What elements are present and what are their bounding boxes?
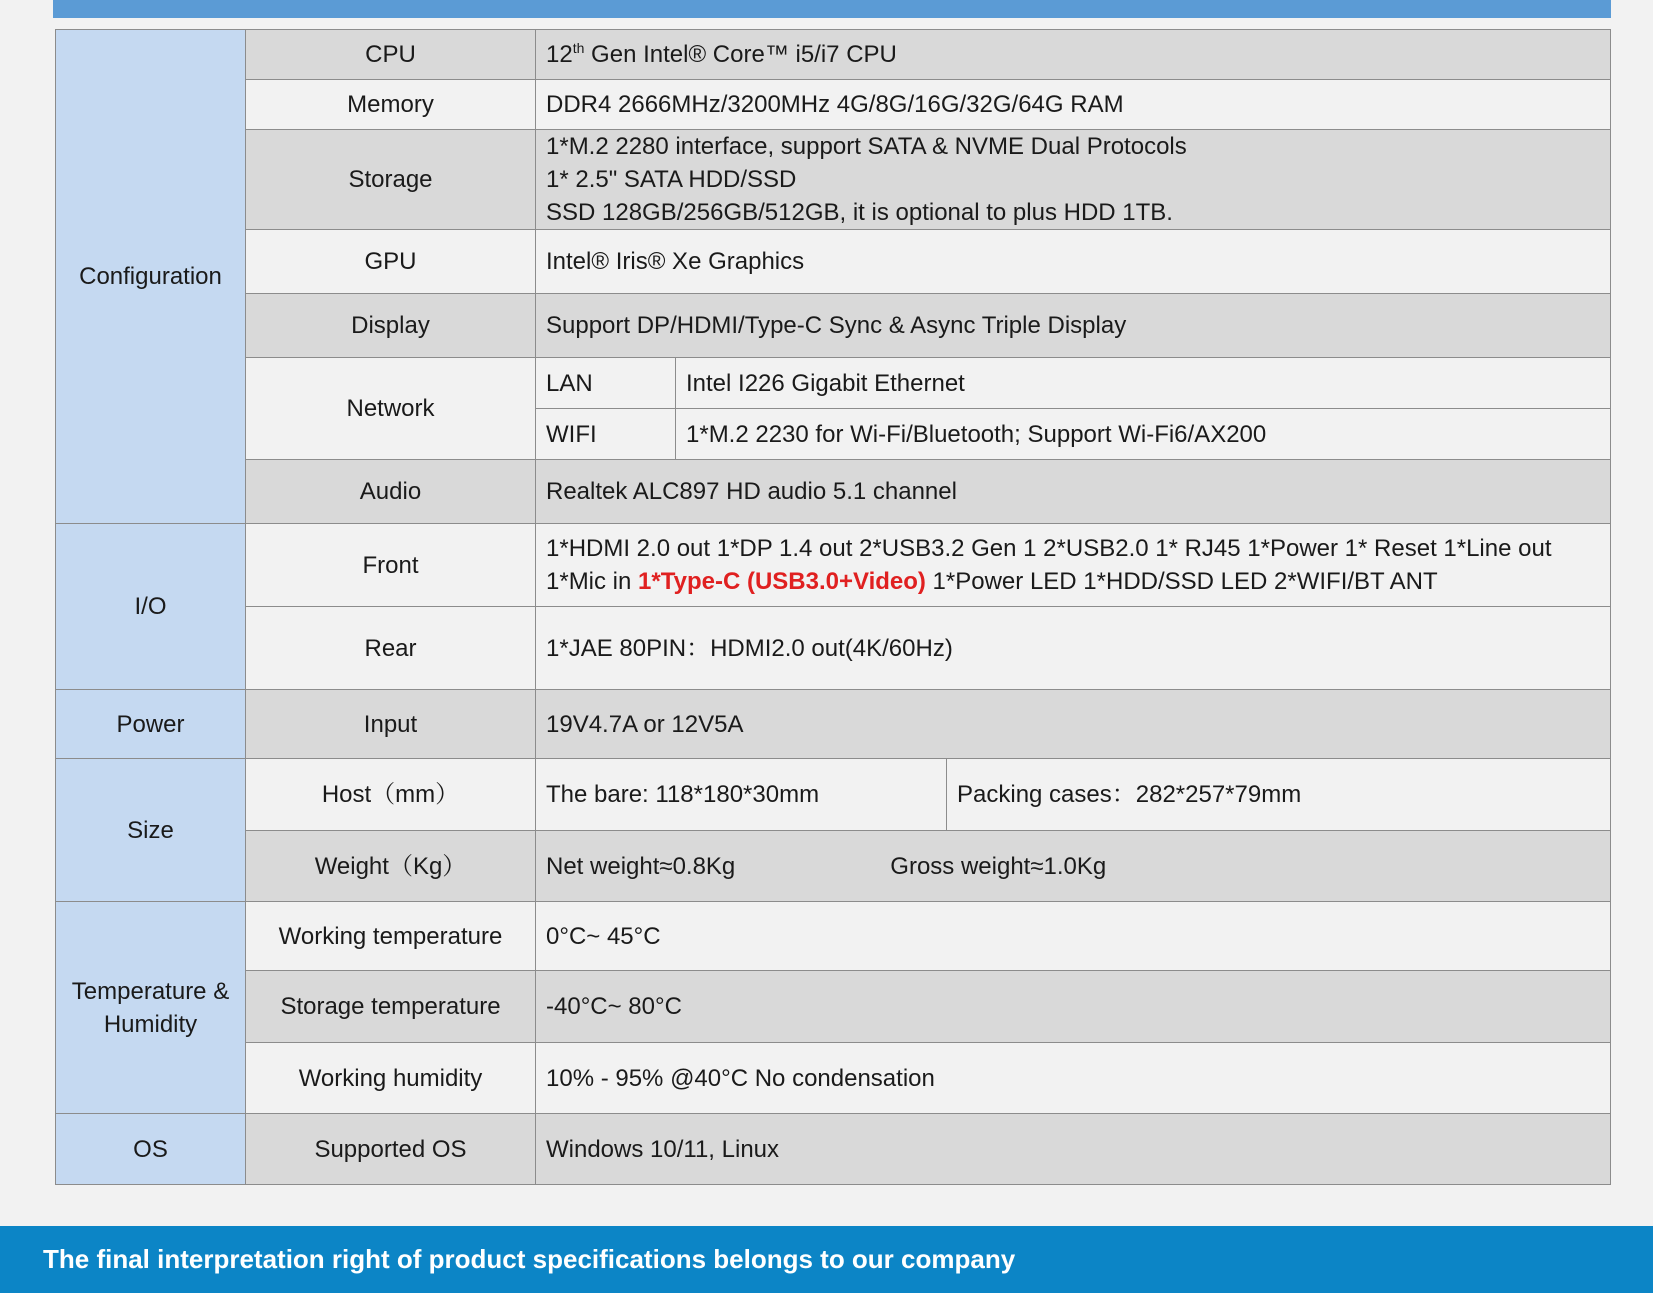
row-value-audio: Realtek ALC897 HD audio 5.1 channel	[536, 460, 1611, 524]
row-label-network: Network	[246, 358, 536, 460]
row-label-input: Input	[246, 690, 536, 759]
spec-table	[55, 29, 1611, 1185]
row-value-working-temperature: 0°C~ 45°C	[536, 902, 1611, 971]
table-row	[56, 130, 1611, 230]
row-value-input: 19V4.7A or 12V5A	[536, 690, 1611, 759]
host-packing-size: Packing cases：282*257*79mm	[947, 759, 1611, 831]
table-row	[56, 358, 1611, 409]
category-power: Power	[56, 690, 246, 759]
table-row	[56, 1114, 1611, 1185]
network-lan-label: LAN	[536, 358, 676, 409]
storage-line-3: SSD 128GB/256GB/512GB, it is optional to plus HDD 1TB.	[546, 199, 1173, 226]
network-wifi-label: WIFI	[536, 409, 676, 460]
row-label-weight: Weight（Kg）	[246, 831, 536, 902]
row-label-cpu: CPU	[246, 30, 536, 80]
footer-disclaimer: The final interpretation right of product specifications belongs to our company	[43, 1244, 1016, 1274]
row-label-working-humidity: Working humidity	[246, 1043, 536, 1114]
network-wifi-value: 1*M.2 2230 for Wi-Fi/Bluetooth; Support Wi-Fi6/AX200	[676, 409, 1611, 460]
row-label-host: Host（mm）	[246, 759, 536, 831]
category-os: OS	[56, 1114, 246, 1185]
row-value-cpu: 12th Gen Intel® Core™ i5/i7 CPU	[536, 30, 1611, 80]
row-value-front: 1*HDMI 2.0 out 1*DP 1.4 out 2*USB3.2 Gen 1 2*USB2.0 1* RJ45 1*Power 1* Reset 1*Line out 1*Mic in 1*Type-C (USB3.0+Video) 1*Power LED 1*HDD/SSD LED 2*WIFI/BT ANT	[536, 524, 1611, 607]
storage-line-2: 1* 2.5" SATA HDD/SSD	[546, 166, 797, 193]
category-temperature-humidity: Temperature & Humidity	[56, 902, 246, 1114]
row-label-storage-temperature: Storage temperature	[246, 971, 536, 1043]
footer-bar	[0, 1226, 1653, 1293]
table-row	[56, 971, 1611, 1043]
top-accent-bar	[53, 0, 1611, 18]
category-io: I/O	[56, 524, 246, 690]
row-label-working-temperature: Working temperature	[246, 902, 536, 971]
table-row	[56, 1043, 1611, 1114]
category-size: Size	[56, 759, 246, 902]
row-value-storage	[536, 130, 1611, 230]
table-row	[56, 831, 1611, 902]
row-value-working-humidity: 10% - 95% @40°C No condensation	[536, 1043, 1611, 1114]
table-row	[56, 690, 1611, 759]
table-row	[56, 759, 1611, 831]
row-label-audio: Audio	[246, 460, 536, 524]
row-value-gpu: Intel® Iris® Xe Graphics	[536, 230, 1611, 294]
row-value-weight	[536, 831, 1611, 902]
net-weight: Net weight≈0.8Kg	[546, 852, 736, 880]
table-row	[56, 460, 1611, 524]
storage-line-1: 1*M.2 2280 interface, support SATA & NVME Dual Protocols	[546, 133, 1187, 160]
row-value-rear: 1*JAE 80PIN：HDMI2.0 out(4K/60Hz)	[536, 607, 1611, 690]
row-label-supported-os: Supported OS	[246, 1114, 536, 1185]
row-label-front: Front	[246, 524, 536, 607]
row-label-storage: Storage	[246, 130, 536, 230]
table-row	[56, 607, 1611, 690]
row-label-memory: Memory	[246, 80, 536, 130]
table-row	[56, 902, 1611, 971]
row-value-display: Support DP/HDMI/Type-C Sync & Async Triple Display	[536, 294, 1611, 358]
row-label-rear: Rear	[246, 607, 536, 690]
category-configuration: Configuration	[56, 30, 246, 524]
gross-weight: Gross weight≈1.0Kg	[890, 852, 1107, 880]
row-value-supported-os: Windows 10/11, Linux	[536, 1114, 1611, 1185]
row-value-memory: DDR4 2666MHz/3200MHz 4G/8G/16G/32G/64G RAM	[536, 80, 1611, 130]
type-c-highlight: 1*Type-C (USB3.0+Video)	[638, 568, 926, 595]
host-bare-size: The bare: 118*180*30mm	[536, 759, 947, 831]
network-lan-value: Intel I226 Gigabit Ethernet	[676, 358, 1611, 409]
table-row	[56, 230, 1611, 294]
table-row	[56, 80, 1611, 130]
row-label-gpu: GPU	[246, 230, 536, 294]
table-row	[56, 524, 1611, 607]
row-value-storage-temperature: -40°C~ 80°C	[536, 971, 1611, 1043]
table-row	[56, 294, 1611, 358]
row-label-display: Display	[246, 294, 536, 358]
table-row	[56, 30, 1611, 80]
